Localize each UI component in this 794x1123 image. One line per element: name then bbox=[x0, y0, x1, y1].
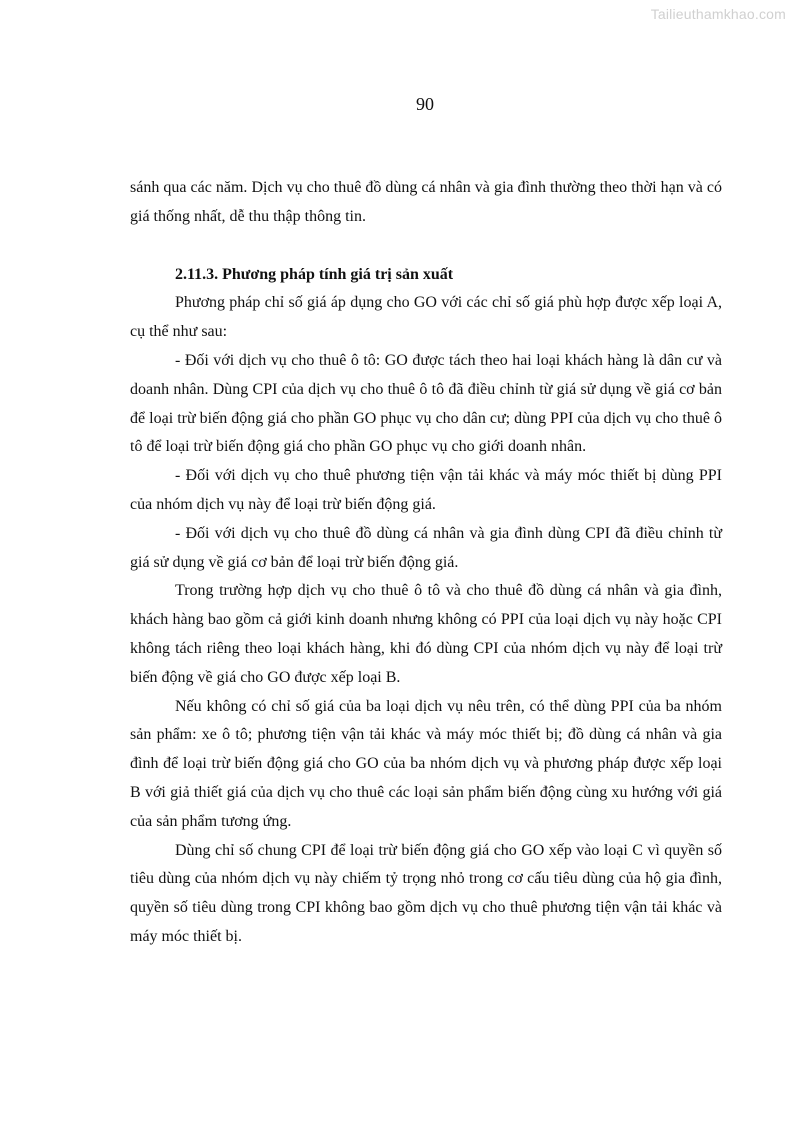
paragraph-personal-goods: - Đối với dịch vụ cho thuê đồ dùng cá nhân và gia đình dùng CPI đã điều chỉnh từ giá sử dụng về giá cơ bản để loại trừ biến động giá. bbox=[130, 524, 722, 571]
watermark: Tailieuthamkhao.com bbox=[650, 6, 786, 22]
paragraph-transport-machinery: - Đối với dịch vụ cho thuê phương tiện vận tải khác và máy móc thiết bị dùng PPI của nhóm dịch vụ này để loại trừ biến động giá. bbox=[130, 467, 722, 513]
paragraph-car-rental: - Đối với dịch vụ cho thuê ô tô: GO được tách theo hai loại khách hàng là dân cư và doanh nhân. Dùng CPI của dịch vụ cho thuê ô tô đã điều chỉnh từ giá sử dụng về giá cơ bản để loại trừ biến động giá cho phần GO phục vụ cho dân cư; dùng PPI của dịch vụ cho thuê ô tô để loại trừ biến động giá cho phần GO phục vụ cho giới doanh nhân. bbox=[130, 351, 722, 456]
intro-paragraph: sánh qua các năm. Dịch vụ cho thuê đồ dùng cá nhân và gia đình thường theo thời hạn và có giá thống nhất, dễ thu thập thông tin. bbox=[130, 179, 722, 225]
document-body bbox=[130, 174, 722, 952]
page-number: 90 bbox=[416, 94, 434, 114]
section-heading: 2.11.3. Phương pháp tính giá trị sản xuất bbox=[175, 265, 454, 283]
paragraph-method: Phương pháp chỉ số giá áp dụng cho GO với các chỉ số giá phù hợp được xếp loại A, cụ thể như sau: bbox=[130, 294, 722, 341]
paragraph-no-price-index: Nếu không có chỉ số giá của ba loại dịch vụ nêu trên, có thể dùng PPI của ba nhóm sản phẩm: xe ô tô; phương tiện vận tải khác và máy móc thiết bị; đồ dùng cá nhân và gia đình để loại trừ biến động giá cho GO của ba nhóm dịch vụ và phương pháp được xếp loại B với giả thiết giá của dịch vụ cho thuê các loại sản phẩm biến động cùng xu hướng với giá của sản phẩm tương ứng. bbox=[130, 697, 722, 830]
paragraph-general-cpi: Dùng chỉ số chung CPI để loại trừ biến động giá cho GO xếp vào loại C vì quyền số tiêu dùng của nhóm dịch vụ này chiếm tỷ trọng nhỏ trong cơ cấu tiêu dùng của hộ gia đình, quyền số tiêu dùng trong CPI không bao gồm dịch vụ cho thuê phương tiện vận tải khác và máy móc thiết bị. bbox=[130, 841, 722, 945]
paragraph-business-customers: Trong trường hợp dịch vụ cho thuê ô tô và cho thuê đồ dùng cá nhân và gia đình, khách hàng bao gồm cả giới kinh doanh nhưng không có PPI của loại dịch vụ này hoặc CPI không tách riêng theo loại khách hàng, khi đó dùng CPI của nhóm dịch vụ này để loại trừ biến động về giá cho GO được xếp loại B. bbox=[130, 582, 722, 686]
